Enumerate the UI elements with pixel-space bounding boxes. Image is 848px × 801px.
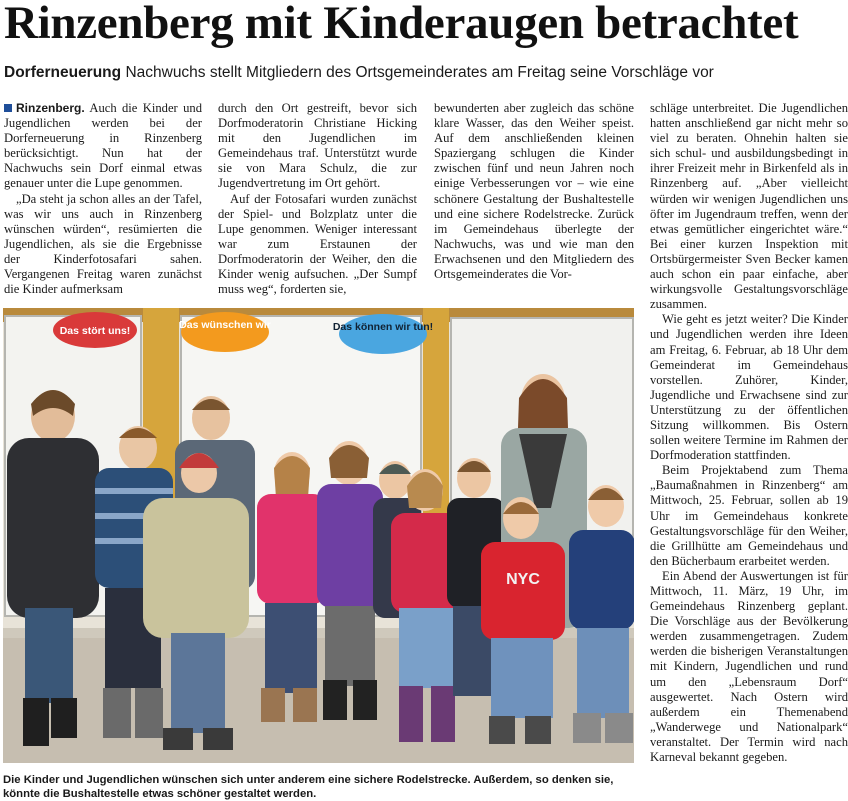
paragraph: Ein Abend der Auswertungen ist für Mittwoch, 11. März, 19 Uhr, im Gemeindehaus Rinzenberg geplant. Die Vorschläge aus der Bevölkerung werden zusammengetragen. Zudem werden die bisherigen Veranstaltungen mit Kindern, Jugendlichen und rund um den „Lebensraum Dorf“ ausgewertet. Nach Ostern wird außerdem ein Themenabend „Wanderwege und Nationalpark“ veranstaltet. Der Termin wird nach Karneval bekannt gegeben. [650,568,848,765]
board-label-blue [339,314,427,354]
paragraph: schläge unterbreitet. Die Jugendlichen hatten anschließend gar nicht mehr so viel zu beraten. Ohnehin halten sie sich schul- und ausbildungsbedingt in ihrer Freizeit mehr in Birkenfeld als in Rinzenberg auf. „Aber vielleicht würden wir wenigen Jugendlichen uns öfter im Jugendraum treffen, wenn der etwas gemütlicher eingerichtet wäre.“ Bei einer kurzen Inspektion mit Ortsbürgermeister Sven Becker kamen auch schon ein paar einfache, aber wirkungsvolle Gestaltungsvorschläge zusammen. [650,101,848,312]
board-label-text: Das stört uns! [59,325,131,337]
subheadline-text: Nachwuchs stellt Mitgliedern des Ortsgemeinderates am Freitag seine Vorschläge vor [125,64,714,81]
subheadline [4,64,714,82]
location-marker-icon [4,104,12,112]
article-column-4 [650,101,848,765]
photo-illustration [3,308,634,763]
group-photo [3,308,634,763]
paragraph: Wie geht es jetzt weiter? Die Kinder und Jugendlichen werden ihre Ideen am Freitag, 6. Februar, ab 18 Uhr dem Gemeinderat im Gemeindehaus vorstellen. Zuhörer, Kinder, Jugendliche und Erwachsene sind zur Unterstützung zu der öffentlichen Sitzung willkommen. Bis Ostern sollen weitere Termine im Rahmen der Dorfmoderation stattfinden. [650,312,848,463]
paragraph [4,101,202,192]
article-column-1 [4,101,202,297]
kicker: Dorferneuerung [4,64,122,81]
paragraph: bewunderten aber zugleich das schöne klare Wasser, das den Weiher speist. Auf dem anschließenden kleinen Spaziergang schlugen die Kinder zwischen fünf und neun Jahren noch einige Verbesserungen vor – wie eine schönere Gestaltung der Bushaltestelle und eine sichere Rodelstrecke. Zurück im Gemeindehaus überlegte der Nachwuchs, was und wie man den Erwachsenen und den Mitgliedern des Ortsgemeinderates die Vor- [434,101,634,282]
photo-caption [3,773,643,801]
shirt-text: NYC [506,571,540,588]
paragraph: Auf der Fotosafari wurden zunächst der Spiel- und Bolzplatz unter die Lupe genommen. Weniger interessant war zum Erstaunen der Dorfmoderatorin der Weiher, den die Kinder wenig aufsuchen. „Der Sumpf muss weg“, forderten sie, [218,191,417,297]
caption-line: Die Kinder und Jugendlichen wünschen sich unter anderem eine sichere Rodelstrecke. Außerdem, so denken sie, [3,774,614,786]
caption-line: könnte die Bushaltestelle etwas schöner gestaltet werden. [3,788,317,800]
article-column-3 [434,101,634,282]
paragraph: durch den Ort gestreift, bevor sich Dorfmoderatorin Christiane Hicking mit den Jugendlichen im Gemeindehaus traf. Unterstützt wurde sie von Mara Schulz, die zur Jugendvertretung im Ort gehört. [218,101,417,191]
paragraph: „Da steht ja schon alles an der Tafel, was wir uns auch in Rinzenberg wünschen würden“, resümierten die Jugendlichen, als sie die Ergebnisse der Kinderfotosafari sahen. Vergangenen Freitag waren zunächst die Kinder aufmerksam [4,191,202,297]
article-column-2 [218,101,417,297]
board-label-text: Das können wir tun! [332,321,434,333]
board-label-text: Das wünschen wir [179,319,271,331]
headline: Rinzenberg mit Kinderaugen betrachtet [4,0,799,49]
location-tag: Rinzenberg. [16,101,85,115]
paragraph-text: Auch die Kinder und Jugendlichen werden bei der Dorferneuerung in Rinzenberg berücksichtigt. Nun hat der Nachwuchs sein Dorf einmal etwas genauer unter die Lupe genommen. [4,101,202,191]
paragraph: Beim Projektabend zum Thema „Baumaßnahmen in Rinzenberg“ am Mittwoch, 25. Februar, sollen ab 19 Uhr im Gemeindehaus konkrete Gestaltungsvorschläge für den Weiher, die Grillhütte am Gemeindehaus und den Bücherbaum erarbeitet werden. [650,463,848,568]
board-label-orange [181,312,269,352]
